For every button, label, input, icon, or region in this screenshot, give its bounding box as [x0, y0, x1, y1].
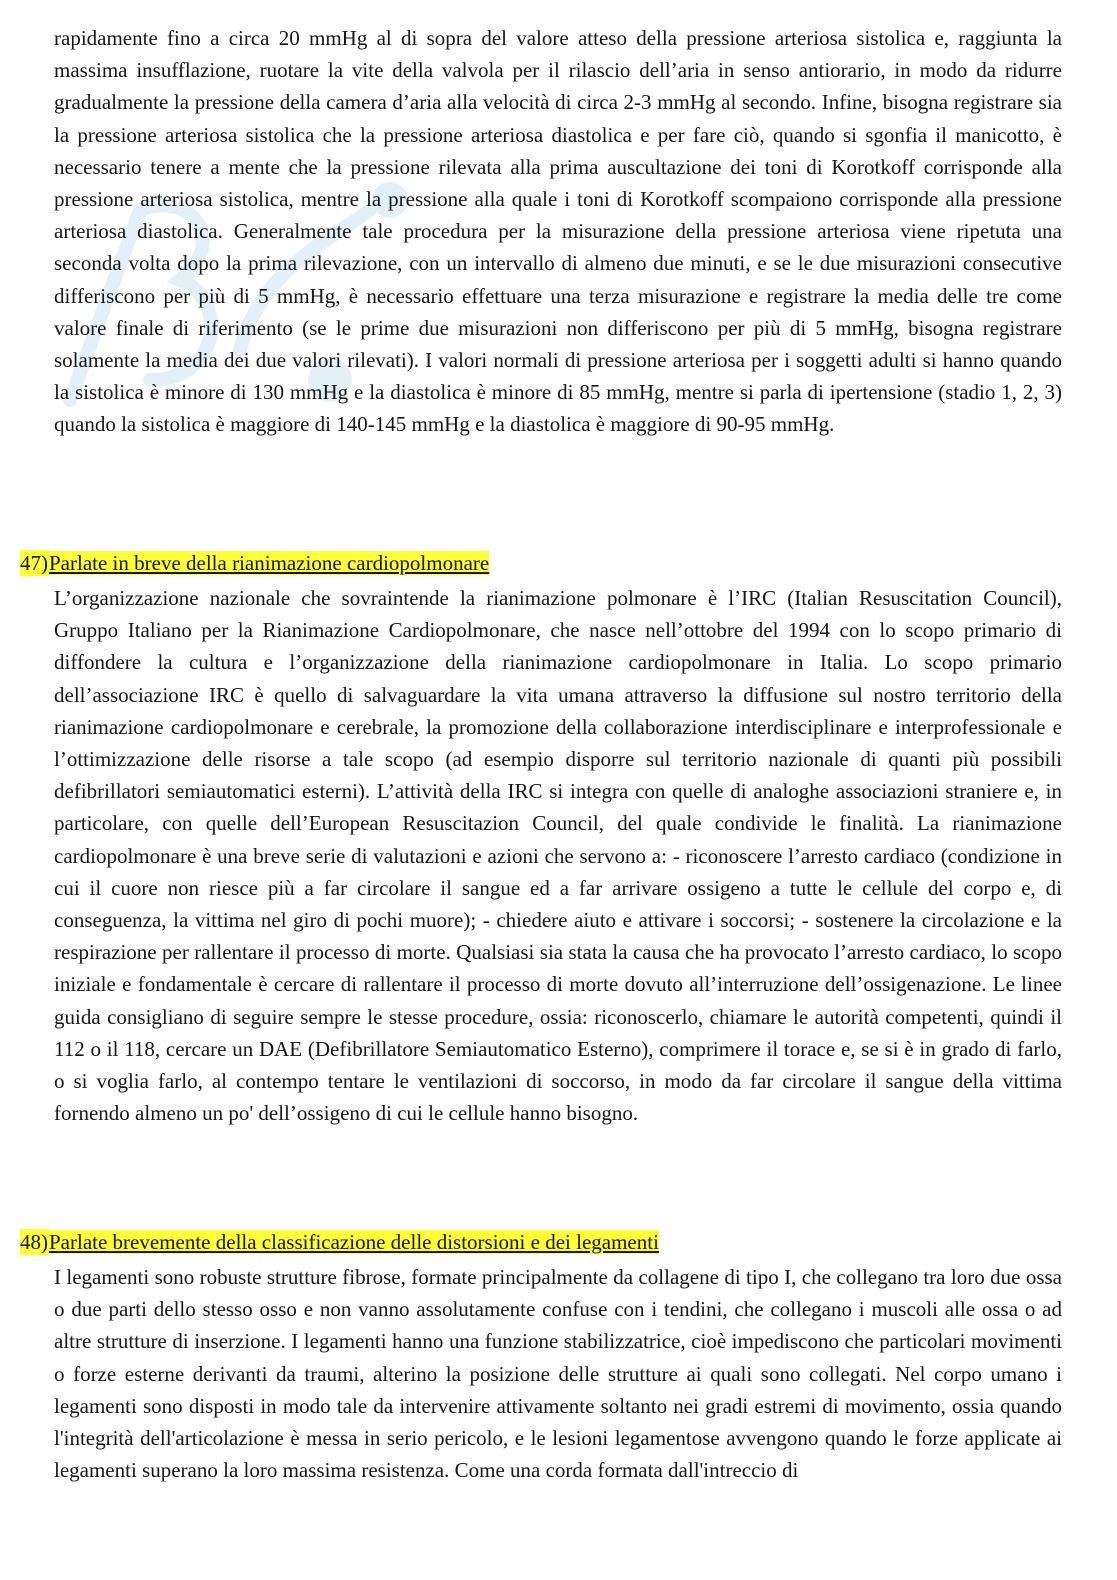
paragraph-blood-pressure: rapidamente fino a circa 20 mmHg al di sopra del valore atteso della pressione arteriosa sistolica e, raggiunta la massima insufflazione, ruotare la vite della valvola per il rilascio dell’aria in senso antiorario, in modo da ridurre gradualmente la pressione della camera d’aria alla velocità di circa 2-3 mmHg al secondo. Infine, bisogna registrare sia la pressione arteriosa sistolica che la pressione arteriosa diastolica e per fare ciò, quando si sgonfia il manicotto, è necessario tenere a mente che la pressione rilevata alla prima auscultazione dei toni di Korotkoff corrisponde alla pressione arteriosa sistolica, mentre la pressione alla quale i toni di Korotkoff scompaiono corrisponde alla pressione arteriosa diastolica. Generalmente tale procedura per la misurazione della pressione arteriosa viene ripetuta una seconda volta dopo la prima rilevazione, con un intervallo di almeno due minuti, e se le due misurazioni consecutive differiscono per più di 5 mmHg, è necessario effettuare una terza misurazione e registrare la media delle tre come valore finale di riferimento (se le prime due misurazioni non differiscono per più di 5 mmHg, bisogna registrare solamente la media dei due valori rilevati). I valori normali di pressione arteriosa per i soggetti adulti si hanno quando la sistolica è minore di 130 mmHg e la diastolica è minore di 85 mmHg, mentre si parla di ipertensione (stadio 1, 2, 3) quando la sistolica è maggiore di 140-145 mmHg e la diastolica è maggiore di 90-95 mmHg. [54, 26, 1062, 437]
heading-question-48 [20, 1229, 659, 1255]
paragraph-ligaments: I legamenti sono robuste strutture fibrose, formate principalmente da collagene di tipo I, che collegano tra loro due ossa o due parti dello stesso osso e non vanno assolutamente confuse con i tendini, che collegano i muscoli alle ossa o ad altre strutture di inserzione. I legamenti hanno una funzione stabilizzatrice, cioè impediscono che particolari movimenti o forze esterne derivanti da traumi, alterino la posizione delle strutture ai quali sono collegati. Nel corpo umano i legamenti sono disposti in modo tale da intervenire attivamente soltanto nei gradi estremi di movimento, ossia quando l'integrità dell'articolazione è messa in serio pericolo, e le lesioni legamentose avvengono quando le forze applicate ai legamenti superano la loro massima resistenza. Come una corda formata dall'intreccio di [54, 1265, 1062, 1483]
question-number: 47) [20, 551, 48, 575]
question-number: 48) [20, 1230, 48, 1254]
paragraph-cpr: L’organizzazione nazionale che sovraintende la rianimazione polmonare è l’IRC (Italian Resuscitation Council), Gruppo Italiano per la Rianimazione Cardiopolmonare, che nasce nell’ottobre del 1994 con lo scopo primario di diffondere la cultura e l’organizzazione della rianimazione cardiopolmonare in Italia. Lo scopo primario dell’associazione IRC è quello di salvaguardare la vita umana attraverso la diffusione sul nostro territorio della rianimazione cardiopolmonare e cerebrale, la promozione della collaborazione interdisciplinare e interprofessionale e l’ottimizzazione delle risorse a tale scopo (ad esempio disporre sul territorio nazionale di quanti più possibili defibrillatori semiautomatici esterni). L’attività della IRC si integra con quelle di analoghe associazioni straniere e, in particolare, con quelle dell’European Resuscitazion Council, del quale condivide le finalità. La rianimazione cardiopolmonare è una breve serie di valutazioni e azioni che servono a: - riconoscere l’arresto cardiaco (condizione in cui il cuore non riesce più a far circolare il sangue ed a far arrivare ossigeno a tutte le cellule del corpo e, di conseguenza, la vittima nel giro di pochi muore); - chiedere aiuto e attivare i soccorsi; - sostenere la circolazione e la respirazione per rallentare il processo di morte. Qualsiasi sia stata la causa che ha provocato l’arresto cardiaco, lo scopo iniziale e fondamentale è cercare di rallentare il processo di morte dovuto all’interruzione dell’ossigenazione. Le linee guida consigliano di seguire sempre le stesse procedure, ossia: riconoscerlo, chiamare le autorità competenti, quindi il 112 o il 118, cercare un DAE (Defibrillatore Semiautomatico Esterno), comprimere il torace e, se si è in grado di farlo, o si voglia farlo, al contempo tentare le ventilazioni di soccorso, in modo da far circolare il sangue della vittima fornendo almeno un po' dell’ossigeno di cui le cellule hanno bisogno. [54, 586, 1062, 1126]
heading-question-47 [20, 550, 489, 576]
question-title: Parlate brevemente della classificazione delle distorsioni e dei legamenti [49, 1230, 659, 1254]
question-title: Parlate in breve della rianimazione cardiopolmonare [49, 551, 490, 575]
